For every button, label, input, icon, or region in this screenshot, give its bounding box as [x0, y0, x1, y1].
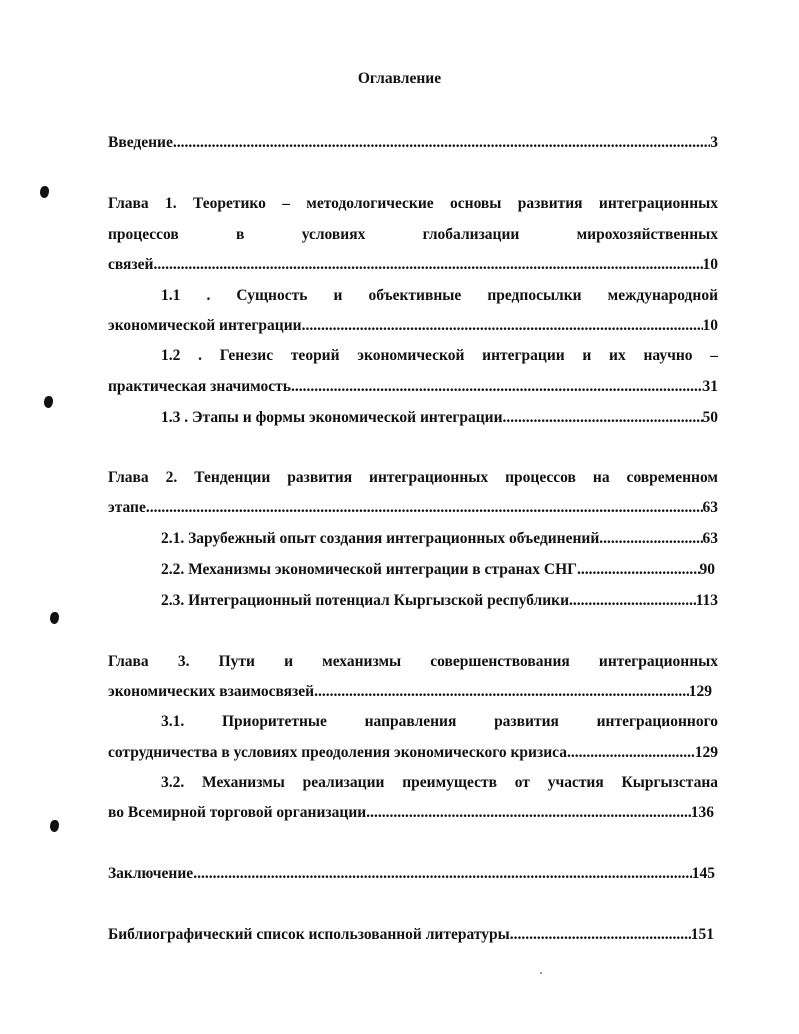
page-number: 136 — [690, 804, 714, 821]
entry-label: Введение — [108, 134, 173, 151]
dot-leader — [599, 529, 702, 549]
toc-entry-section-1-3 — [161, 408, 718, 428]
toc-entry-section-3-1 — [108, 743, 718, 763]
dot-leader — [569, 591, 696, 611]
toc-entry-chapter-3 — [108, 682, 712, 702]
toc-entry-conclusion — [108, 864, 715, 884]
toc-entry-section-2-3 — [161, 591, 718, 611]
scan-mark — [44, 396, 53, 408]
page-number: 31 — [702, 378, 718, 395]
dot-leader — [366, 803, 691, 823]
toc-entry-section-1-2 — [108, 377, 718, 397]
page-number: 145 — [691, 865, 715, 882]
toc-entry-intro — [108, 133, 718, 153]
chapter-2-heading: Глава 2. Тенденции развития интеграционных процессов на современном — [108, 469, 718, 486]
dot-leader — [291, 377, 703, 397]
toc-entry-section-2-1 — [161, 529, 718, 549]
dot-leader — [314, 682, 689, 702]
dot-leader — [510, 925, 691, 945]
entry-label: связей — [108, 256, 154, 273]
scan-speck — [540, 972, 542, 974]
toc-entry-section-1-1 — [108, 316, 718, 336]
dot-leader — [153, 255, 702, 275]
toc-entry-chapter-1 — [108, 255, 718, 275]
page-number: 50 — [702, 409, 718, 426]
entry-label: Библиографический список использованной литературы — [108, 926, 510, 943]
entry-label: сотрудничества в условиях преодоления экономического кризиса — [108, 744, 567, 761]
page-number: 129 — [688, 683, 712, 700]
entry-label: экономических взаимосвязей — [108, 683, 315, 700]
page-number: 151 — [690, 926, 714, 943]
dot-leader — [577, 560, 700, 580]
page-number: 10 — [702, 317, 718, 334]
chapter-1-heading: Глава 1. Теоретико – методологические основы развития интеграционных — [108, 195, 718, 212]
page-number: 63 — [702, 530, 718, 547]
chapter-1-heading-line-2: процессов в условиях глобализации мирохозяйственных — [108, 226, 718, 243]
scan-mark — [50, 612, 59, 624]
page-number: 129 — [694, 744, 718, 761]
section-1-2-heading: 1.2 . Генезис теорий экономической интеграции и их научно – — [161, 347, 718, 364]
dot-leader — [146, 498, 703, 518]
toc-title: Оглавление — [357, 70, 442, 87]
page-number: 113 — [695, 592, 718, 609]
entry-label: 2.1. Зарубежный опыт создания интеграционных объединений — [161, 530, 600, 547]
dot-leader — [193, 864, 692, 884]
section-3-2-heading: 3.2. Механизмы реализации преимуществ от участия Кыргызстана — [161, 774, 718, 791]
dot-leader — [503, 408, 703, 428]
section-1-1-heading: 1.1 . Сущность и объективные предпосылки международной — [161, 287, 718, 304]
page-number: 63 — [702, 499, 718, 516]
page-number: 10 — [702, 256, 718, 273]
entry-label: практическая значимость — [108, 378, 291, 395]
toc-entry-bibliography — [108, 925, 714, 945]
dot-leader — [302, 316, 703, 336]
toc-entry-section-3-2 — [108, 803, 714, 823]
entry-label: 2.3. Интеграционный потенциал Кыргызской республики — [161, 592, 570, 609]
dot-leader — [173, 133, 710, 153]
chapter-3-heading: Глава 3. Пути и механизмы совершенствования интеграционных — [108, 653, 718, 670]
entry-label: Заключение — [108, 865, 194, 882]
page-number: 3 — [710, 134, 718, 151]
entry-label: 2.2. Механизмы экономической интеграции в странах СНГ — [161, 561, 577, 578]
toc-entry-chapter-2 — [108, 498, 718, 518]
scan-mark — [50, 820, 59, 832]
toc-entry-section-2-2 — [161, 560, 715, 580]
dot-leader — [567, 743, 695, 763]
entry-label: во Всемирной торговой организации — [108, 804, 367, 821]
entry-label: экономической интеграции — [108, 317, 302, 334]
entry-label: 1.3 . Этапы и формы экономической интеграции — [161, 409, 503, 426]
scan-mark — [40, 186, 49, 198]
page-number: 90 — [699, 561, 715, 578]
section-3-1-heading: 3.1. Приоритетные направления развития интеграционного — [161, 713, 718, 730]
entry-label: этапе — [108, 499, 146, 516]
